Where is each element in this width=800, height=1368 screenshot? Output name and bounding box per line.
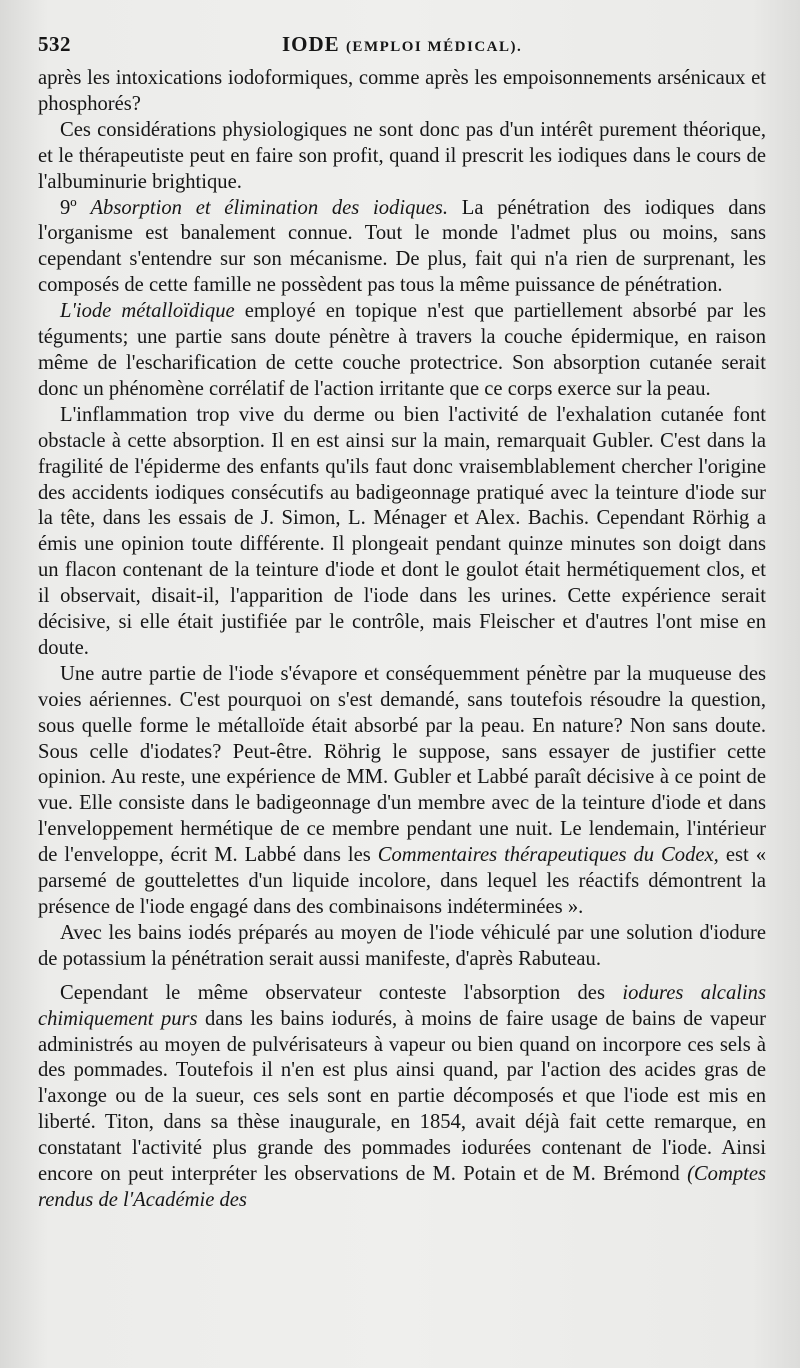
paragraph-8-text-2: dans les bains iodurés, à moins de faire usage de bains de vapeur administrés au moyen de pulvérisateurs à vapeur ou bien quand on incorpore ces sels à des pommades. Toutefois il n'en est plus ainsi quand, par l'action des acides gras de l'axonge ou de la sueur, ces sels sont en partie décomposés et que l'iode est mis en liberté. Titon, dans sa thèse inaugurale, en 1854, avait déjà fait cette remarque, en constatant l'activité plus grande des pommades iodurées contenant de l'iode. Ainsi encore on peut interpréter les observations de M. Potain et de M. Brémond	[38, 1007, 766, 1186]
paragraph-4-lead: L'iode métalloïdique	[60, 300, 235, 323]
paragraph-8-text: Cependant le même observateur conteste l'absorption des	[60, 981, 605, 1004]
paragraph-3	[38, 196, 766, 300]
running-title	[282, 32, 522, 57]
paragraph-5	[38, 403, 766, 662]
paragraph-4-text: employé en topique n'est que partiellement absorbé par les téguments; une partie sans doute pénètre à travers la couche épidermique, en raison même de l'escharification de cette couche protectrice. Son absorption cutanée serait donc un phénomène corrélatif de l'action irritante que ce corps exerce sur la peau.	[38, 300, 767, 400]
running-title-sub: (EMPLOI MÉDICAL).	[345, 39, 523, 55]
paragraph-4	[38, 299, 766, 403]
paragraph-3-text: La pénétration des iodiques dans l'organisme est banalement connue. Tout le monde l'admet plus ou moins, sans cependant s'entendre sur son mécanisme. De plus, fait qui n'a rien de surprenant, les composés de cette famille ne possèdent pas tous la même puissance de pénétration.	[38, 196, 767, 297]
paragraph-2-text: Ces considérations physiologiques ne sont donc pas d'un intérêt purement théorique, et le thérapeutiste peut en faire son profit, quand il prescrit les iodiques dans le cours de l'albuminurie brightique.	[38, 118, 766, 193]
running-head	[38, 28, 766, 66]
running-title-main: IODE	[282, 32, 340, 56]
paragraph-8-italic-2: (Comptes rendus de l'Académie des	[38, 1163, 767, 1211]
page-number: 532	[38, 32, 71, 56]
section-number: 9º	[60, 196, 77, 219]
body-text	[38, 66, 766, 1214]
paragraph-7-text: Avec les bains iodés préparés au moyen de l'iode véhiculé par une solution d'iodure de potassium la pénétration serait aussi manifeste, d'après Rabuteau.	[38, 921, 766, 970]
paragraph-6	[38, 662, 766, 921]
paragraph-6-text-2: est « parsemé de gouttelettes d'un liquide incolore, dans lequel les réactifs démontrent la présence de l'iode engagé dans des combinaisons indéterminées ».	[38, 844, 766, 918]
paragraph-6-italic: Commentaires thérapeutiques du Codex,	[377, 844, 719, 867]
paragraph-8-italic: iodures alcalins chimiquement purs	[38, 981, 766, 1030]
paragraph-8	[38, 981, 766, 1214]
section-heading: Absorption et élimination des iodiques.	[90, 196, 448, 219]
paragraph-2	[38, 118, 766, 196]
paragraph-7	[38, 921, 766, 973]
paragraph-5-text: L'inflammation trop vive du derme ou bien l'activité de l'exhalation cutanée font obstacle à cette absorption. Il en est ainsi sur la main, remarquait Gubler. C'est dans la fragilité de l'épiderme des enfants qu'ils faut donc vraisemblablement chercher l'origine des accidents iodiques consécutifs au badigeonnage pratiqué avec la teinture d'iode sur la tête, dans les essais de J. Simon, L. Ménager et Alex. Bachis. Cependant Rörhig a émis une opinion toute différente. Il plongeait pendant quinze minutes son doigt dans un flacon contenant de la teinture d'iode et dont le goulot était hermétiquement clos, et il observait, disait-il, l'apparition de l'iode dans les urines. Cette expérience serait décisive, si elle était justifiée par le contrôle, mais Fleischer et d'autres l'ont mise en doute.	[38, 403, 766, 659]
paragraph-1-text: après les intoxications iodoformiques, comme après les empoisonnements arsénicaux et phosphorés?	[38, 67, 766, 115]
paragraph-6-text: Une autre partie de l'iode s'évapore et conséquemment pénètre par la muqueuse des voies aériennes. C'est pourquoi on s'est demandé, sans toutefois résoudre la question, sous quelle forme le métalloïde était absorbé par la peau. En nature? Non sans doute. Sous celle d'iodates? Peut-être. Röhrig le suppose, sans essayer de justifier cette opinion. Au reste, une expérience de MM. Gubler et Labbé paraît décisive à ce point de vue. Elle consiste dans le badigeonnage d'un membre avec de la teinture d'iode et dans l'enveloppement hermétique de ce membre pendant une nuit. Le lendemain, l'intérieur de l'enveloppe, écrit M. Labbé dans les	[38, 662, 766, 867]
paragraph-1	[38, 66, 766, 118]
